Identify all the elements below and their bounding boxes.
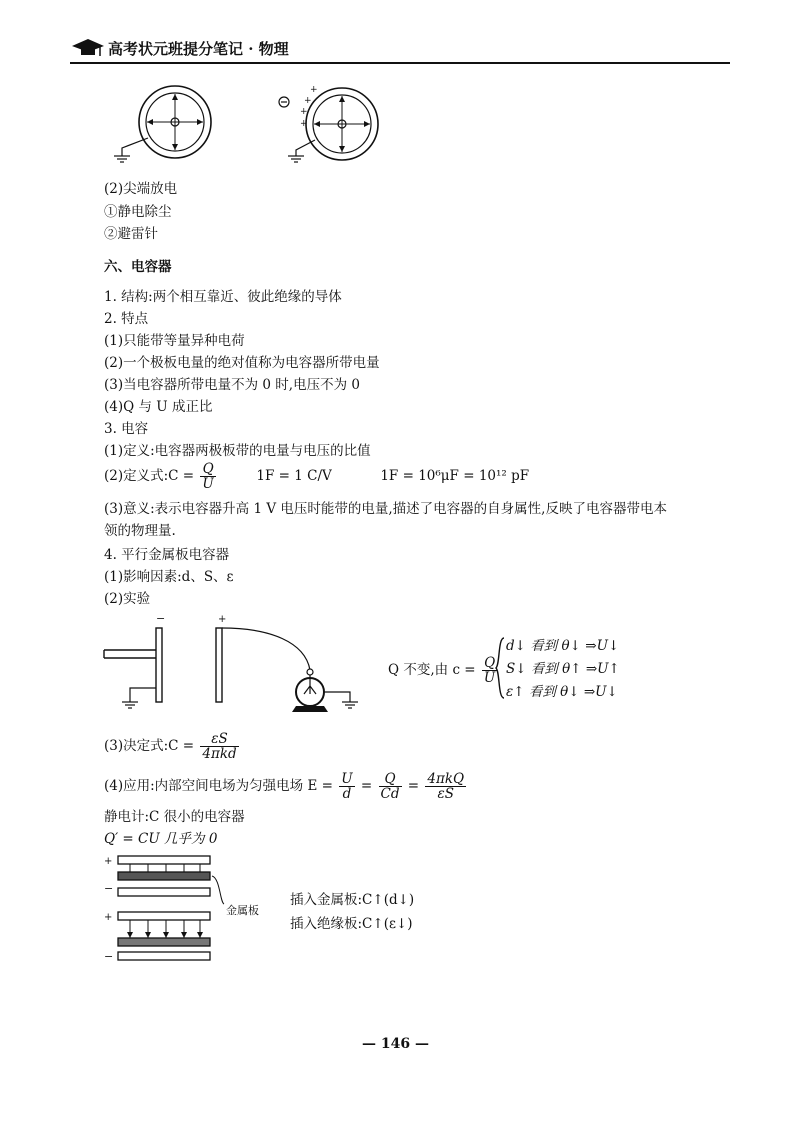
fraction-denominator: 4πkd	[202, 746, 237, 762]
svg-text:+: +	[218, 614, 227, 625]
svg-text:−: −	[104, 950, 114, 963]
svg-text:+: +	[104, 912, 113, 923]
formula-prefix: (3)决定式:C =	[104, 738, 195, 754]
definition-formula-line	[104, 462, 529, 491]
formula-prefix: (4)应用:内部空间电场为匀强电场 E =	[104, 778, 333, 794]
text-line: (3)当电容器所带电量不为 0 时,电压不为 0	[104, 377, 360, 393]
svg-text:+: +	[300, 119, 308, 129]
svg-text:+: +	[304, 96, 312, 106]
text-line: (1)影响因素:d、S、ε	[104, 569, 234, 585]
application-formula-line	[104, 772, 468, 801]
item-electrostatic-dust: ①静电除尘	[104, 204, 172, 220]
text-line: (1)只能带等量异种电荷	[104, 333, 245, 349]
experiment-result-d: d↓ 看到 θ↓ ⇒U↓	[506, 638, 620, 654]
text-line: 领的物理量.	[104, 523, 176, 539]
svg-text:−: −	[104, 882, 114, 895]
section-title: 六、电容器	[104, 259, 172, 275]
unit-relation-1: 1F = 1 C/V	[256, 468, 332, 484]
grounded-sphere-figure-left	[110, 78, 230, 168]
equals-sign: =	[360, 778, 373, 794]
text-line: 1. 结构:两个相互靠近、彼此绝缘的导体	[104, 289, 342, 305]
fraction-u-over-d	[339, 772, 354, 801]
header-rule	[70, 62, 730, 64]
svg-text:−: −	[156, 612, 166, 625]
unit-relation-2: 1F = 10⁶μF = 10¹² pF	[380, 468, 530, 484]
equals-sign: =	[407, 778, 420, 794]
fraction-q-over-cd	[379, 772, 402, 801]
fraction-denominator: U	[202, 476, 214, 492]
experiment-prefix: Q 不变,由 c =	[388, 662, 476, 678]
text-line: (2)实验	[104, 591, 151, 607]
fraction-q-over-u	[200, 462, 215, 491]
page-header	[70, 36, 730, 64]
header-title: 高考状元班提分笔记 · 物理	[108, 40, 289, 58]
svg-text:+: +	[310, 85, 318, 95]
fraction-4pikq-over-es	[425, 772, 466, 801]
fraction-denominator: Cd	[380, 786, 400, 802]
text-line: (1)定义:电容器两极板带的电量与电压的比值	[104, 443, 371, 459]
plate-insertion-figure	[100, 852, 300, 964]
fraction-es-over-4pikd	[200, 732, 238, 761]
fraction-numerator: Q	[379, 772, 402, 787]
page-number: — 146 —	[362, 1036, 429, 1052]
capacitor-electroscope-figure	[100, 610, 370, 716]
insert-metal-plate-text: 插入金属板:C↑(d↓)	[290, 892, 415, 908]
text-line: (2)一个极板电量的绝对值称为电容器所带电量	[104, 355, 380, 371]
fraction-numerator: εS	[200, 732, 238, 747]
experiment-result-epsilon: ε↑ 看到 θ↓ ⇒U↓	[506, 684, 618, 700]
decisive-formula-line	[104, 732, 241, 761]
fraction-denominator: U	[483, 670, 496, 686]
experiment-conclusion	[388, 656, 499, 685]
text-line: 2. 特点	[104, 311, 149, 327]
insert-insulating-plate-text: 插入绝缘板:C↑(ε↓)	[290, 916, 413, 932]
text-line: 静电计:C 很小的电容器	[104, 809, 245, 825]
brace-icon	[494, 636, 506, 700]
text-line: (4)Q 与 U 成正比	[104, 399, 213, 415]
experiment-result-s: S↓ 看到 θ↑ ⇒U↑	[506, 661, 620, 677]
svg-text:+: +	[300, 107, 308, 117]
fraction-numerator: Q	[482, 656, 497, 671]
svg-text:+: +	[104, 856, 113, 867]
fraction-numerator: 4πkQ	[427, 771, 465, 787]
text-line: 4. 平行金属板电容器	[104, 547, 230, 563]
graduation-cap-icon	[70, 36, 106, 60]
fraction-denominator: d	[342, 786, 352, 802]
text-line: (3)意义:表示电容器升高 1 V 电压时能带的电量,描述了电容器的自身属性,反映了电容器带电本	[104, 501, 667, 517]
fraction-numerator: U	[341, 771, 353, 787]
grounded-sphere-figure-right	[270, 76, 410, 172]
formula-prefix: (2)定义式:C =	[104, 468, 195, 484]
fraction-numerator: Q	[200, 462, 215, 477]
item-point-discharge: (2)尖端放电	[104, 181, 178, 197]
metal-plate-label: 金属板	[226, 904, 259, 917]
text-line: 3. 电容	[104, 421, 149, 437]
fraction-denominator: εS	[437, 786, 455, 802]
item-lightning-rod: ②避雷针	[104, 226, 158, 242]
text-line: Q′ = CU 几乎为 0	[104, 831, 218, 847]
